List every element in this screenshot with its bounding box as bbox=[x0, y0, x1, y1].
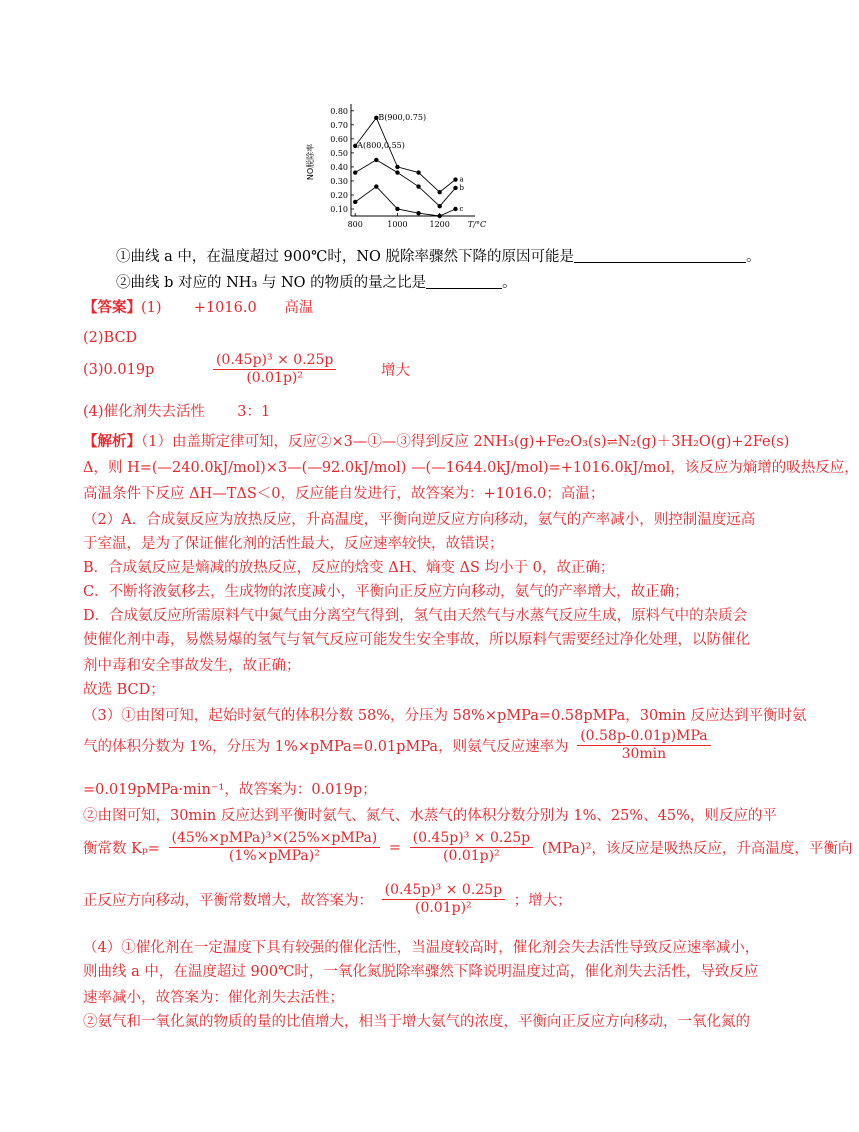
data-point-b bbox=[353, 170, 357, 174]
explanation-line-11: 故选 BCD； bbox=[83, 682, 165, 698]
explanation-line-19: 则曲线 a 中，在温度超过 900℃时，一氧化氮脱除率骤然下降说明温度过高，催化剂失去活性，导致反应 bbox=[83, 964, 759, 980]
y-tick-label: 0.10 bbox=[330, 204, 348, 214]
explanation-line-4: （2）A．合成氨反应为放热反应，升高温度，平衡向逆反应方向移动，氨气的产率减小，则控制温度远高 bbox=[83, 512, 756, 528]
answer-line-2: (2)BCD bbox=[83, 330, 138, 346]
explanation-line-5: 于室温，是为了保证催化剂的活性最大，反应速率较快，故错误； bbox=[83, 536, 504, 552]
answer-line-1: 【答案】(1) +1016.0 高温 bbox=[83, 299, 314, 316]
no-removal-chart bbox=[305, 98, 485, 238]
x-tick-label: 1200 bbox=[429, 220, 450, 229]
explanation-line-6: B．合成氨反应是熵减的放热反应，反应的焓变 ΔH、熵变 ΔS 均小于 0，故正确； bbox=[83, 560, 615, 576]
data-point-c bbox=[416, 211, 420, 215]
data-point-c bbox=[374, 184, 378, 188]
answer-line-3: (3)0.019p $\frac{\text{(0.45p)³ × 0.25p}}{\text{(0.01p)²}}$ 增大 bbox=[83, 352, 410, 386]
question-2: ②曲线 b 对应的 NH₃ 与 NO 的物质的量之比是 。 bbox=[116, 272, 517, 293]
data-point-b bbox=[416, 184, 420, 188]
explanation-line-9: 使催化剂中毒，易燃易爆的氢气与氧气反应可能发生安全事故，所以原料气需要经过净化处理，以防催化 bbox=[83, 632, 750, 648]
explanation-line-18: （4）①催化剂在一定温度下具有较强的催化活性，当温度较高时，催化剂会失去活性导致反应速率减小， bbox=[83, 940, 760, 956]
data-point-b bbox=[437, 204, 441, 208]
series-label-a: a bbox=[459, 175, 464, 184]
explanation-line-21: ②氨气和一氧化氮的物质的量的比值增大，相当于增大氨气的浓度，平衡向正反应方向移动，一氧化氮的 bbox=[83, 1014, 750, 1030]
kp-fraction-1: $\frac{\text{(45\%×pMPa)³×(25\%×pMPa)}}{\text{(1\%×pMPa)²}}$ bbox=[169, 830, 381, 865]
equilibrium-arrow-icon: ⇌ bbox=[606, 435, 618, 450]
series-label-c: c bbox=[459, 204, 464, 213]
explanation-tag: 【解析】 bbox=[83, 433, 141, 450]
series-label-b: b bbox=[459, 183, 464, 192]
explanation-line-17: 正反应方向移动，平衡常数增大，故答案为： $\frac{\text{(0.45p)³ × 0.25p}}{\text{(0.01p)²}}$ ；增大； bbox=[83, 882, 572, 916]
data-point-a bbox=[395, 165, 399, 169]
data-point-b bbox=[453, 186, 457, 190]
series-line-b bbox=[355, 160, 455, 206]
explanation-line-20: 速率减小，故答案为：催化剂失去活性； bbox=[83, 990, 344, 1006]
data-point-b bbox=[395, 170, 399, 174]
answer-tag: 【答案】 bbox=[83, 299, 141, 316]
y-tick-label: 0.20 bbox=[330, 190, 348, 200]
y-tick-label: 0.80 bbox=[330, 106, 348, 116]
data-point-c bbox=[395, 207, 399, 211]
x-tick-label: 800 bbox=[347, 220, 363, 229]
y-tick-label: 0.40 bbox=[330, 162, 348, 172]
x-tick-label: 1000 bbox=[387, 220, 408, 229]
data-point-a bbox=[453, 177, 457, 181]
answer-line-4: (4)催化剂失去活性 3：1 bbox=[83, 404, 271, 420]
point-b-annotation: B(900,0.75) bbox=[378, 112, 427, 122]
y-tick-label: 0.70 bbox=[330, 120, 348, 130]
y-tick-label: 0.50 bbox=[330, 148, 348, 158]
answer-blank-1 bbox=[574, 246, 746, 263]
y-axis-label: NO脱除率 bbox=[306, 143, 315, 181]
data-point-a bbox=[416, 170, 420, 174]
y-tick-label: 0.60 bbox=[330, 134, 348, 144]
explanation-line-7: C．不断将液氨移去，生成物的浓度减小，平衡向正反应方向移动，氨气的产率增大，故正确； bbox=[83, 584, 689, 600]
kp-answer-fraction: $\frac{\text{(0.45p)³ × 0.25p}}{\text{(0.01p)²}}$ bbox=[382, 882, 505, 917]
x-axis-label: T/°C bbox=[467, 220, 487, 229]
kp-fraction-2: $\frac{\text{(0.45p)³ × 0.25p}}{\text{(0.01p)²}}$ bbox=[410, 830, 533, 865]
explanation-line-15: ②由图可知，30min 反应达到平衡时氨气、氮气、水蒸气的体积分数分别为 1%、25%、45%，则反应的平 bbox=[83, 808, 777, 824]
explanation-line-3: 高温条件下反应 ΔH—TΔS＜0，反应能自发进行，故答案为：+1016.0；高温； bbox=[83, 486, 605, 502]
series-line-a bbox=[355, 118, 455, 192]
point-a-annotation: A(800,0.55) bbox=[357, 140, 405, 150]
explanation-line-1: 【解析】（1）由盖斯定律可知，反应②×3—①—③得到反应 2NH₃(g)+Fe₂O₃(s)⇌N₂(g)＋3H₂O(g)+2Fe(s) bbox=[83, 433, 790, 450]
answer-fraction: $\frac{\text{(0.45p)³ × 0.25p}}{\text{(0.01p)²}}$ bbox=[213, 352, 336, 387]
data-point-c bbox=[453, 207, 457, 211]
explanation-line-12: （3）①由图可知，起始时氨气的体积分数 58%，分压为 58%×pMPa=0.58pMPa，30min 反应达到平衡时氨 bbox=[83, 708, 807, 724]
rate-fraction: $\frac{\text{(0.58p-0.01p)MPa}}{30\min}$ bbox=[577, 728, 710, 763]
y-tick-label: 0.30 bbox=[330, 176, 348, 186]
question-1: ①曲线 a 中，在温度超过 900℃时，NO 脱除率骤然下降的原因可能是 。 bbox=[116, 246, 761, 267]
explanation-line-16: 衡常数 Kₚ= $\frac{\text{(45\%×pMPa)³×(25\%×pMPa)}}{\text{(1\%×pMPa)²}}$ = $\frac{\text{(0.45p)³ × 0.25p}}{\text{(0.01p)²}}$ (MPa)²，该反应是吸热反应，升高温度，平衡向 bbox=[83, 830, 853, 864]
explanation-line-14: =0.019pMPa·min⁻¹，故答案为：0.019p； bbox=[83, 782, 377, 798]
explanation-line-13: 气的体积分数为 1%，分压为 1%×pMPa=0.01pMPa，则氨气反应速率为 $\frac{\text{(0.58p-0.01p)MPa}}{30\min}$ bbox=[83, 728, 715, 763]
explanation-line-2: Δ，则 H=(—240.0kJ/mol)×3—(—92.0kJ/mol) —(—1644.0kJ/mol)=+1016.0kJ/mol，该反应为熵增的吸热反应， bbox=[83, 460, 859, 476]
data-point-c bbox=[353, 200, 357, 204]
explanation-line-8: D．合成氨反应所需原料气中氮气由分离空气得到，氢气由天然气与水蒸气反应生成，原料气中的杂质会 bbox=[83, 608, 748, 624]
data-point-c bbox=[437, 214, 441, 218]
data-point-b bbox=[374, 158, 378, 162]
data-point-a bbox=[437, 190, 441, 194]
explanation-line-10: 剂中毒和安全事故发生，故正确； bbox=[83, 658, 301, 674]
answer-blank-2 bbox=[426, 272, 502, 289]
